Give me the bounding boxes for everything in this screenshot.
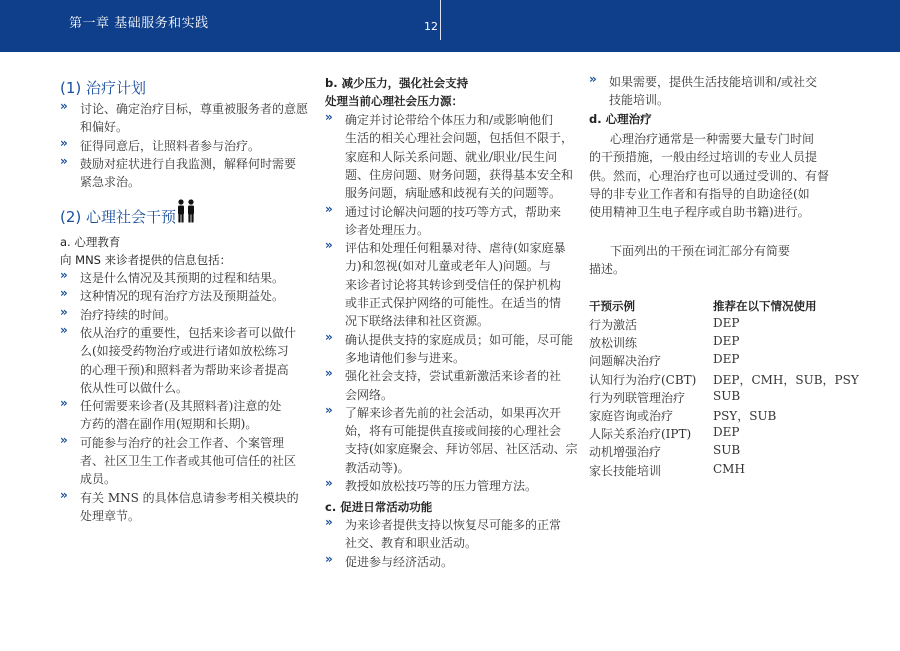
chapter-title: 第一章 基础服务和实践 (69, 16, 209, 31)
section-psychosocial-title: (2) 心理社会干预 (60, 208, 177, 226)
list-item-text: 支持(如家庭聚会、拜访邻居、社区活动、宗 (345, 442, 578, 457)
bullet-arrow-icon: » (589, 72, 597, 86)
bullet-arrow-icon: » (60, 99, 68, 113)
list-item-text: 诊者处理压力。 (345, 222, 430, 237)
page-number: 12 (424, 20, 438, 33)
table-cell-recommended: PSY，SUB (713, 409, 777, 423)
table-cell-intervention: 认知行为治疗(CBT) (589, 372, 697, 387)
bullet-arrow-icon: » (60, 322, 68, 337)
list-item-text: 的心理干预)和照料者为帮助来诊者提高 (80, 362, 289, 377)
list-item-text: 生活的相关心理社会问题，包括但不限于， (345, 131, 574, 146)
list-item-text: 和偏好。 (80, 120, 129, 135)
list-item-text: 或非正式保护网络的可能性。在适当的情 (345, 296, 562, 310)
header-divider (440, 0, 441, 40)
list-item-text: 任何需要来诊者(及其照料者)注意的处 (80, 399, 282, 414)
list-item-text: 确定并讨论带给个体压力和/或影响他们 (345, 113, 554, 127)
table-cell-intervention: 行为激活 (589, 318, 638, 332)
list-item-text: 治疗持续的时间。 (80, 307, 177, 322)
list-item-text: 题、住房问题、财务问题，获得基本安全和 (345, 167, 574, 182)
list-item-text: 如果需要，提供生活技能培训和/或社交 (609, 75, 818, 89)
list-item-text: 多地请他们参与进来。 (345, 350, 466, 365)
list-item-text: 技能培训。 (609, 93, 670, 108)
list-item-text: 教活动等)。 (345, 460, 410, 475)
table-cell-recommended: CMH (713, 461, 745, 476)
list-item-text: 讨论、确定治疗目标，尊重被服务者的意愿 (80, 102, 309, 116)
paragraph-line: 导的非专业工作者和有指导的自助途径(如 (589, 186, 810, 201)
table-header-recommended: 推荐在以下情况使用 (713, 299, 817, 313)
bullet-arrow-icon: » (60, 304, 68, 319)
list-item-text: 这种情况的现有治疗方法及预期益处。 (80, 289, 285, 304)
list-item-text: 评估和处理任何粗暴对待、虐待(如家庭暴 (345, 241, 566, 256)
list-item-text: 成员。 (80, 472, 117, 487)
table-cell-recommended: SUB (713, 443, 741, 458)
bullet-arrow-icon: » (325, 366, 333, 381)
bullet-arrow-icon: » (60, 268, 68, 282)
list-item-text: 家庭和人际关系问题、就业/职业/民生问 (345, 149, 558, 164)
bullet-arrow-icon: » (60, 286, 68, 301)
table-cell-recommended: DEP (713, 316, 740, 330)
list-item-text: 况下联络法律和社区资源。 (345, 314, 490, 329)
table-cell-intervention: 家长技能培训 (589, 463, 662, 478)
bullet-arrow-icon: » (325, 201, 333, 216)
list-item-text: 会网络。 (345, 387, 394, 402)
psychoeducation-title: a. 心理教育 (60, 235, 121, 249)
note-line: 下面列出的干预在词汇部分有简要 (610, 244, 791, 258)
stress-reduction-intro: 处理当前心理社会压力源： (325, 94, 463, 108)
list-item-text: 处理章节。 (80, 508, 141, 523)
people-icon (176, 199, 196, 223)
bullet-arrow-icon: » (60, 487, 68, 502)
daily-activities-title: c. 促进日常活动功能 (325, 500, 433, 514)
table-cell-intervention: 动机增强治疗 (589, 445, 662, 460)
paragraph-line: 的干预措施，一般由经过培训的专业人员提 (589, 150, 818, 165)
bullet-arrow-icon: » (325, 402, 333, 417)
list-item-text: 者、社区卫生工作者或其他可信任的社区 (80, 454, 297, 468)
table-cell-recommended: SUB (713, 388, 741, 403)
bullet-arrow-icon: » (325, 238, 333, 253)
table-cell-recommended: DEP (713, 334, 740, 349)
note-line: 描述。 (589, 262, 626, 277)
list-item-text: 鼓励对症状进行自我监测，解释何时需要 (80, 156, 297, 171)
stress-reduction-title: b. 减少压力，强化社会支持 (325, 76, 469, 90)
list-item-text: 服务问题，病耻感和歧视有关的问题等。 (345, 186, 562, 201)
list-item-text: 强化社会支持，尝试重新激活来诊者的社 (345, 369, 562, 384)
list-item-text: 通过讨论解决问题的技巧等方式，帮助来 (345, 204, 562, 219)
table-cell-intervention: 家庭咨询或治疗 (589, 409, 674, 423)
paragraph-line: 使用精神卫生电子程序或自助书籍)进行。 (589, 205, 810, 220)
table-cell-recommended: DEP (713, 425, 740, 440)
list-item-text: 促进参与经济活动。 (345, 554, 454, 569)
list-item-text: 为来诊者提供支持以恢复尽可能多的正常 (345, 518, 562, 532)
table-cell-recommended: DEP，CMH，SUB，PSY (713, 372, 859, 387)
paragraph-line: 心理治疗通常是一种需要大量专门时间 (610, 132, 815, 146)
bullet-arrow-icon: » (325, 329, 333, 344)
bullet-arrow-icon: » (60, 135, 68, 150)
list-item-text: 来诊者讨论将其转诊到受信任的保护机构 (345, 277, 562, 292)
list-item-text: 了解来诊者先前的社会活动，如果再次开 (345, 405, 562, 420)
table-cell-intervention: 行为列联管理治疗 (589, 390, 686, 405)
list-item-text: 征得同意后，让照料者参与治疗。 (80, 138, 261, 153)
bullet-arrow-icon: » (60, 396, 68, 411)
list-item-text: 可能参与治疗的社会工作者、个案管理 (80, 435, 285, 450)
bullet-arrow-icon: » (325, 476, 333, 490)
psychoeducation-intro: 向 MNS 来诊者提供的信息包括： (60, 253, 232, 267)
list-item-text: 这是什么情况及其预期的过程和结果。 (80, 271, 285, 285)
bullet-arrow-icon: » (60, 153, 68, 168)
psychotherapy-title: d. 心理治疗 (589, 112, 652, 126)
bullet-arrow-icon: » (325, 551, 333, 566)
list-item-text: 社交、教育和职业活动。 (345, 536, 478, 551)
list-item-text: 方药的潜在副作用(短期和长期)。 (80, 417, 258, 432)
section-treatment-plan-title: (1) 治疗计划 (60, 79, 147, 97)
list-item-text: 紧急求治。 (80, 175, 141, 190)
list-item-text: 么(如接受药物治疗或进行诸如放松练习 (80, 344, 289, 359)
table-cell-intervention: 人际关系治疗(IPT) (589, 427, 692, 442)
table-cell-intervention: 问题解决治疗 (589, 354, 662, 369)
list-item-text: 力)和忽视(如对儿童或老年人)问题。与 (345, 259, 552, 274)
table-cell-intervention: 放松训练 (589, 336, 638, 351)
list-item-text: 依从治疗的重要性，包括来诊者可以做什 (80, 325, 297, 340)
table-header-intervention: 干预示例 (589, 299, 635, 313)
list-item-text: 确认提供支持的家庭成员；如可能，尽可能 (345, 332, 574, 347)
paragraph-line: 供。然而，心理治疗也可以通过受训的、有督 (589, 168, 830, 183)
list-item-text: 有关 MNS 的具体信息请参考相关模块的 (80, 490, 299, 505)
list-item-text: 教授如放松技巧等的压力管理方法。 (345, 479, 538, 493)
bullet-arrow-icon: » (325, 515, 333, 529)
list-item-text: 始，将有可能提供直接或间接的心理社会 (345, 424, 562, 439)
bullet-arrow-icon: » (60, 432, 68, 447)
bullet-arrow-icon: » (325, 110, 333, 124)
page-header (0, 0, 900, 52)
list-item-text: 依从性可以做什么。 (80, 380, 189, 395)
table-cell-recommended: DEP (713, 352, 740, 367)
